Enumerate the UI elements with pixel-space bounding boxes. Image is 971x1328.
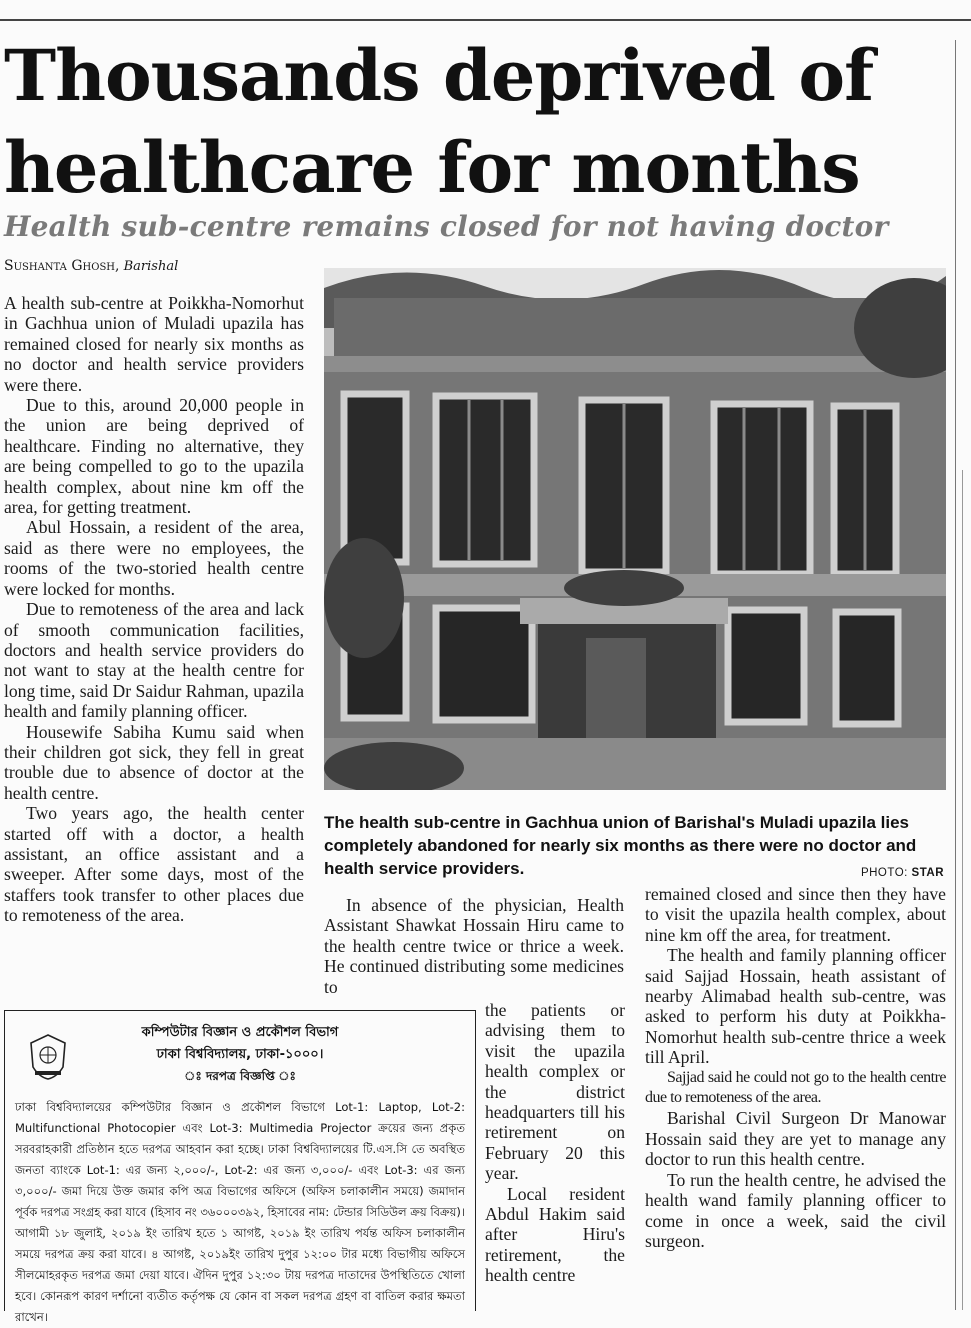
ad-body: ঢাকা বিশ্ববিদ্যালয়ের কম্পিউটার বিজ্ঞান ও প্রকৌশল বিভাগে Lot-1: Laptop, Lot-2: Multifunctional Photocopier এবং Lot-3: Multimedia Projector ক্রয়ের জন্য প্রকৃত সরবরাহকারী প্রতিষ্ঠান হতে দরপত্র আহবান করা হচ্ছে। ঢাকা বিশ্ববিদ্যালয়ের টি.এস.সি তে অবস্থিত জনতা ব্যাংকে Lot-1: এর জন্য ২,০০০/-, Lot-2: এর জন্য ৩,০০০/- এবং Lot-3: এর জন্য ৩,০০০/- জমা দিয়ে উক্ত জমার কপি অত্র বিভাগের অফিসে (অফিস চলাকালীন সময়ে) জমাদান পূর্বক দরপত্র সংগ্রহ করা যাবে (হিসাব নং ৩৬০০০৩৯২, হিসাবের নাম: টেন্ডার সিডিউল ক্রয় বিক্রয়)। আগামী ১৮ জুলাই, ২০১৯ ইং তারিখ হতে ১ আগষ্ট, ২০১৯ ইং তারিখ পর্যন্ত অফিস চলাকালীন সময়ে দরপত্র ক্রয় করা যাবে। ৪ আগষ্ট, ২০১৯ইং তারিখ দুপুর ১২:০০ টার মধ্যে বিভাগীয় অফিসে সীলমোহরকৃত দরপত্র জমা দেয়া যাবে। ঐদিন দুপুর ১২:৩০ টায় দরপত্র দাতাদের উপস্থিতিতে খোলা হবে। কোনরূপ কারণ দর্শানো ব্যতীত কর্তৃপক্ষ যে কোন বা সকল দরপত্র গ্রহণ বা বাতিল করার ক্ষমতা রাখেন।: [15, 1100, 465, 1324]
ad-notice-title: ঃ দরপত্র বিজ্ঞপ্তি ঃ: [184, 1069, 296, 1083]
photo-credit-source: STAR: [911, 867, 944, 879]
paragraph: The health and family planning officer said Sajjad Hossain, heath assistant of nearby Alimabad health sub-centre, was asked to perform his duty at Poikkha-Nomorhut health sub-centre thrice a week till April.: [645, 945, 946, 1068]
right-column-divider: [955, 40, 956, 1310]
top-rule: [0, 19, 971, 21]
right-column-divider-2: [962, 470, 963, 1310]
article-column-2-top: [324, 895, 624, 997]
article-photo: [324, 268, 946, 790]
photo-credit: [861, 867, 944, 879]
subheadline: Health sub-centre remains closed for not having doctor: [4, 210, 889, 243]
paragraph: Sajjad said he could not go to the health centre due to remoteness of the area.: [645, 1068, 946, 1107]
article-column-3: [645, 884, 946, 1251]
paragraph: remained closed and since then they have to visit the upazila health complex, about nine km off the area, for treatment.: [645, 884, 946, 945]
ad-university: ঢাকা বিশ্ববিদ্যালয়, ঢাকা-১০০০।: [156, 1047, 324, 1062]
byline: [4, 258, 178, 274]
headline: Thousands deprived of healthcare for months: [4, 34, 874, 209]
article-column-2-bottom: [485, 1000, 625, 1286]
paragraph: Abul Hossain, a resident of the area, said as there were no employees, the rooms of the two-storied health centre were locked for months.: [4, 517, 304, 599]
article-column-1: [4, 293, 304, 926]
byline-name: Sushanta Ghosh,: [4, 258, 120, 274]
paragraph: the patients or advising them to visit the upazila health complex or the district headquarters till his retirement on February 20 this year.: [485, 1000, 625, 1184]
tender-notice-ad: [4, 1010, 476, 1324]
photo-caption: The health sub-centre in Gachhua union of Barishal's Muladi upazila lies completely abandoned for nearly six months as there were no doctor and health service providers.: [324, 813, 917, 878]
paragraph: Two years ago, the health center started off with a doctor, a health assistant, an office assistant and a sweeper. After some days, most of the staffers took transfer to other places due to remoteness of the area.: [4, 803, 304, 926]
paragraph: Housewife Sabiha Kumu said when their children got sick, they fell in great trouble due to absence of doctor at the health centre.: [4, 721, 304, 803]
paragraph: In absence of the physician, Health Assistant Shawkat Hossain Hiru came to the health centre twice or thrice a week. He continued distributing some medicines to: [324, 895, 624, 997]
photo-credit-label: PHOTO:: [860, 867, 908, 879]
paragraph: Due to remoteness of the area and lack of smooth communication facilities, doctors and health service providers do not want to stay at the health centre for long time, said Dr Saidur Rahman, upazila health and family planning officer.: [4, 599, 305, 722]
paragraph: Barishal Civil Surgeon Dr Manowar Hossain said they are yet to manage any doctor to run this health centre.: [645, 1108, 946, 1170]
paragraph: Due to this, around 20,000 people in the union are being deprived of healthcare. Finding no alternative, they are being compelled to go to the upazila health complex, about nine km off the area, for getting treatment.: [4, 395, 304, 518]
paragraph: To run the health centre, he advised the health wand family planning officer to come in once a week, said the civil surgeon.: [645, 1169, 946, 1251]
paragraph: A health sub-centre at Poikkha-Nomorhut in Gachhua union of Muladi upazila has remained closed for nearly six months as no doctor and health service providers were there.: [4, 293, 304, 395]
ad-department: কম্পিউটার বিজ্ঞান ও প্রকৌশল বিভাগ: [141, 1025, 339, 1040]
paragraph: Local resident Abdul Hakim said after Hiru's retirement, the health centre: [485, 1183, 625, 1286]
byline-location: Barishal: [123, 259, 179, 274]
building-photo-illustration: [324, 268, 946, 790]
